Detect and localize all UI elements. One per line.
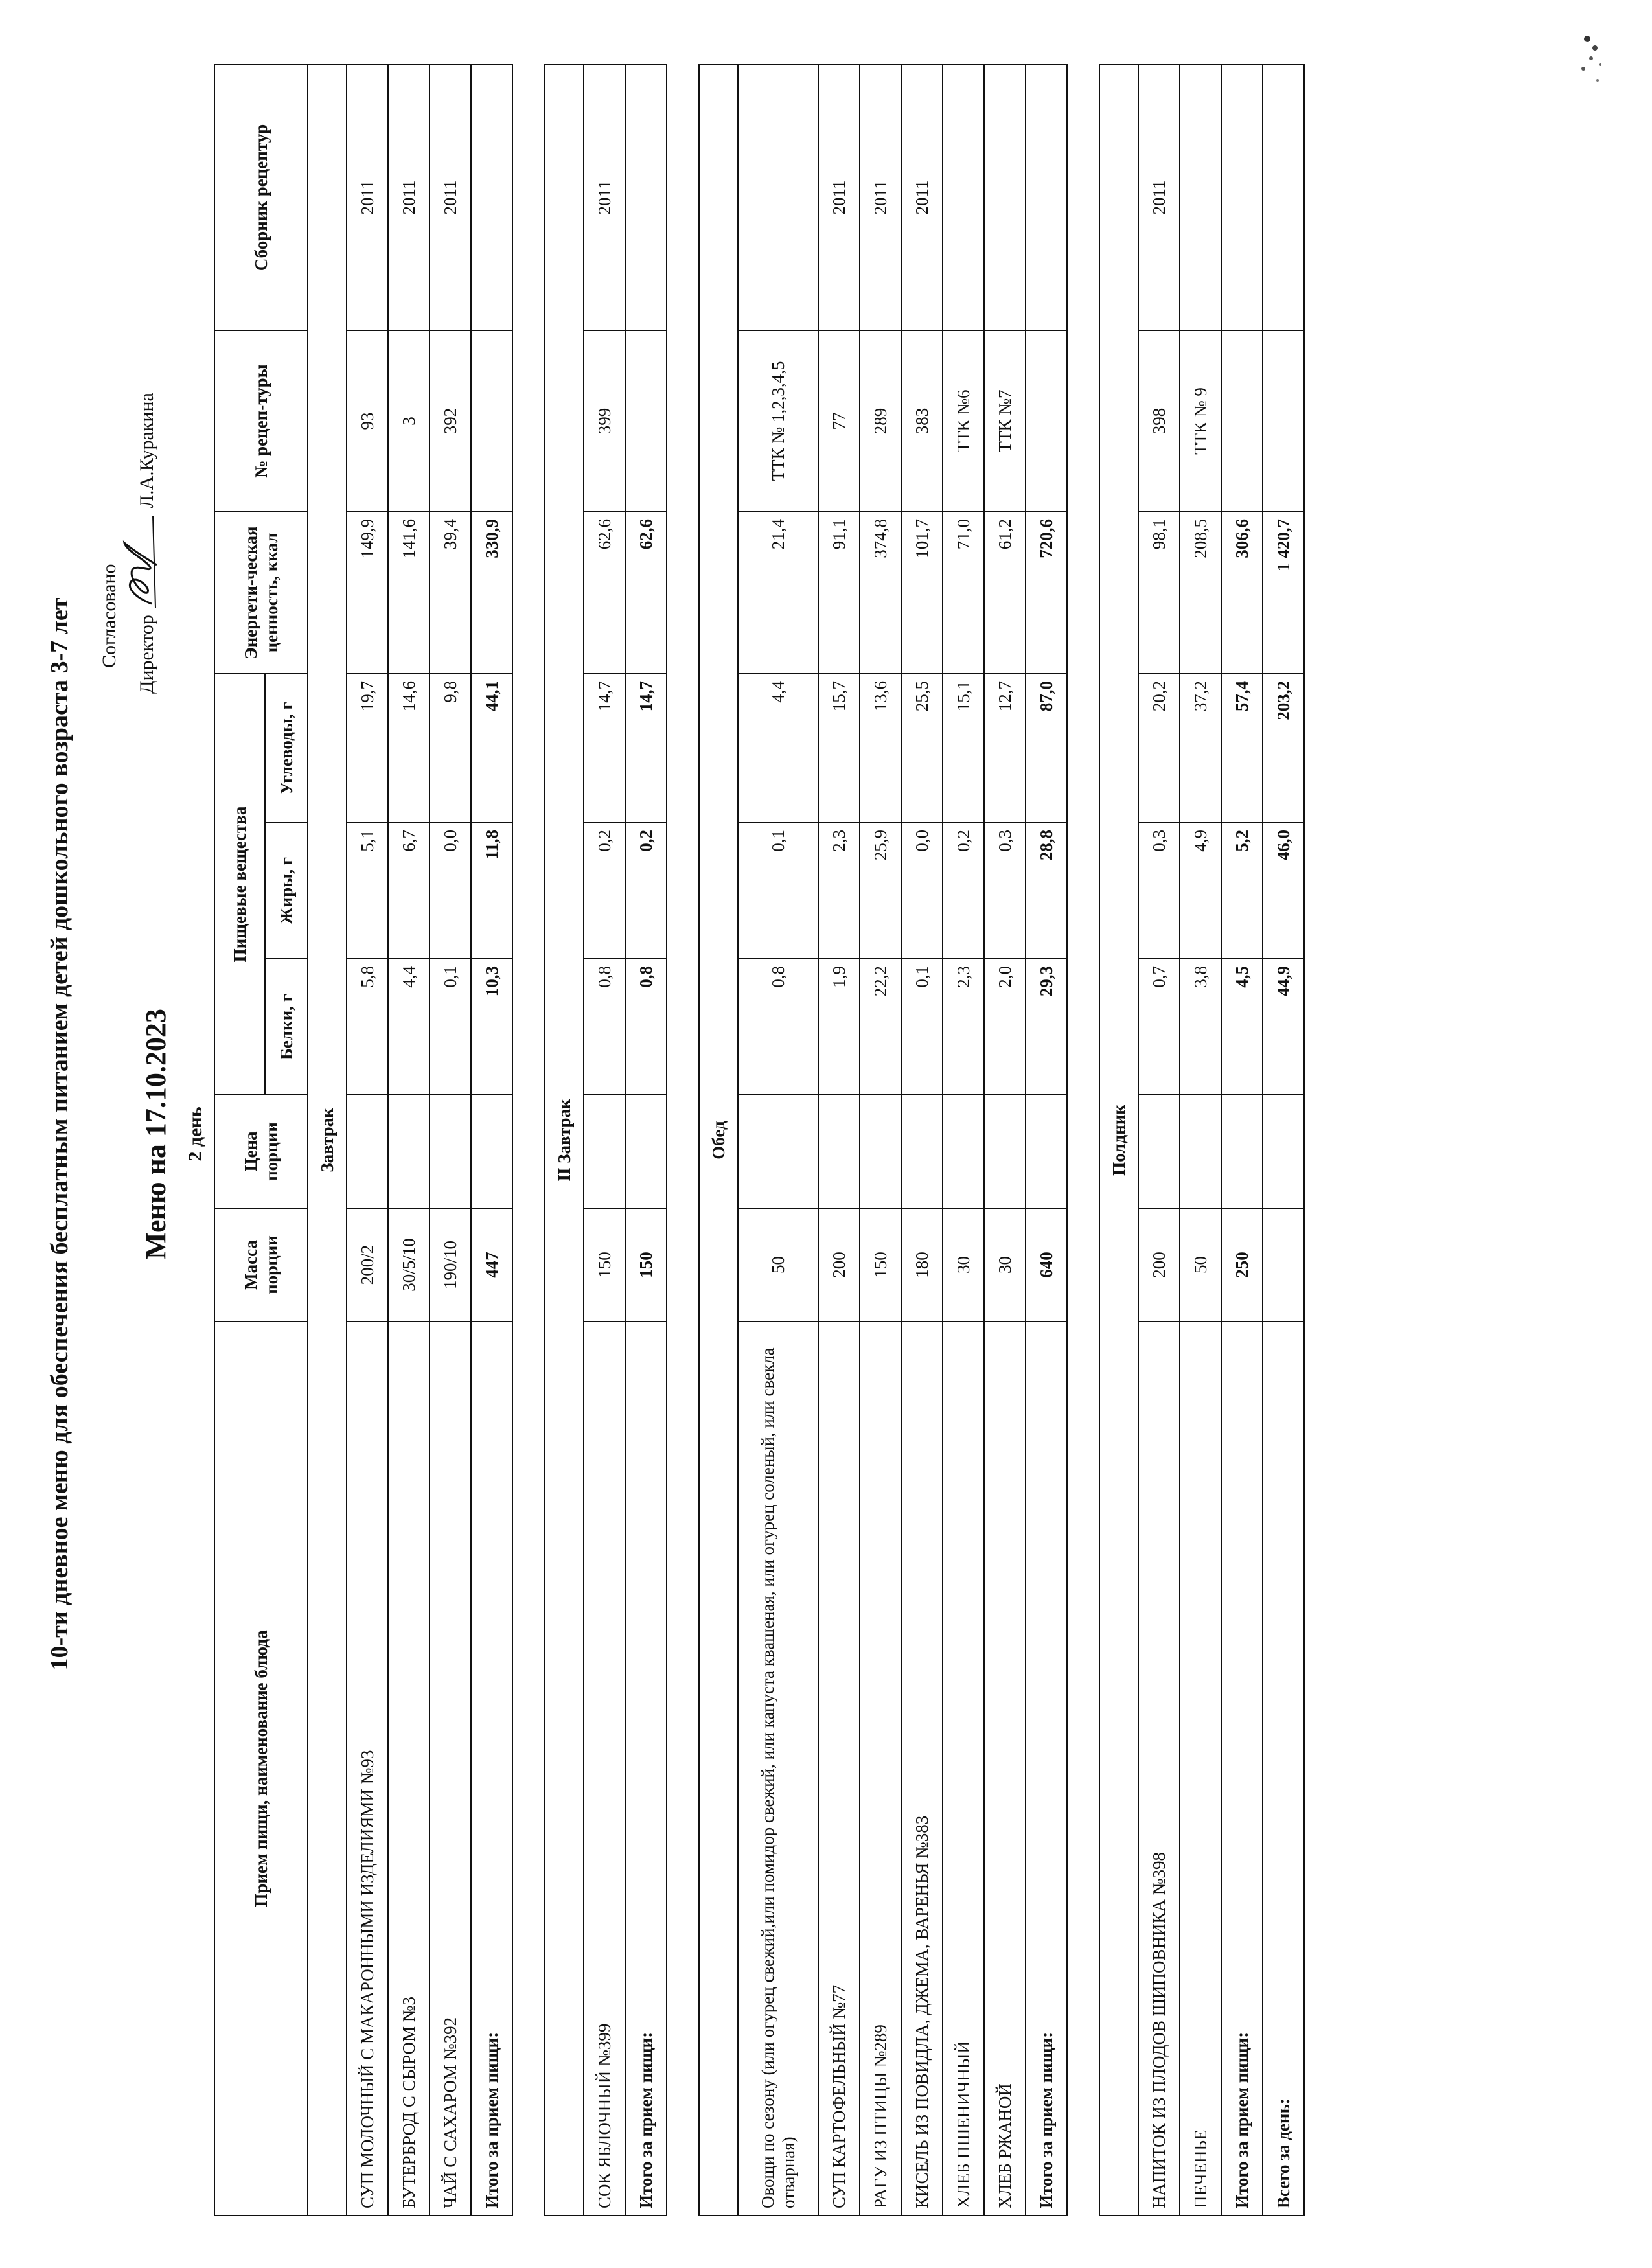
header-recipe-no: № рецеп-туры — [214, 330, 308, 512]
dish-name: СУП МОЛОЧНЫЙ С МАКАРОННЫМИ ИЗДЕЛИЯМИ №93 — [347, 1322, 388, 2216]
total-mass: 150 — [625, 1208, 667, 1322]
energy-value: 21,4 — [738, 512, 818, 674]
header-nutrients: Пищевые вещества — [214, 674, 265, 1095]
recipe-collection: 2011 — [430, 65, 471, 330]
total-carbs: 87,0 — [1026, 674, 1067, 823]
fats-value: 2,3 — [818, 823, 860, 959]
total-proteins: 29,3 — [1026, 959, 1067, 1095]
header-energy: Энергети-ческая ценность, ккал — [214, 512, 308, 674]
recipe-collection: 2011 — [388, 65, 430, 330]
menu-table — [214, 64, 1305, 2216]
table-row — [1138, 65, 1180, 2216]
carbs-value: 19,7 — [347, 674, 388, 823]
header-portion-mass: Масса порции — [214, 1208, 308, 1322]
fats-value: 0,0 — [901, 823, 943, 959]
portion-mass: 180 — [901, 1208, 943, 1322]
table-row — [943, 65, 984, 2216]
document-title: 10-ти дневное меню для обеспечения бесплатным питанием детей дошкольного возраста 3-7 лет — [46, 597, 73, 1671]
recipe-number: 399 — [584, 330, 625, 512]
header-portion-price: Цена порции — [214, 1095, 308, 1208]
fats-value: 0,1 — [738, 823, 818, 959]
dish-name: НАПИТОК ИЗ ПЛОДОВ ШИПОВНИКА №398 — [1138, 1322, 1180, 2216]
table-row — [818, 65, 860, 2216]
recipe-collection: 2011 — [1138, 65, 1180, 330]
energy-value: 141,6 — [388, 512, 430, 674]
header-proteins: Белки, г — [265, 959, 308, 1095]
carbs-value: 15,1 — [943, 674, 984, 823]
portion-price — [584, 1095, 625, 1208]
total-carbs: 57,4 — [1221, 674, 1263, 823]
day-total-fats: 46,0 — [1263, 823, 1304, 959]
dish-name: РАГУ ИЗ ПТИЦЫ №289 — [860, 1322, 901, 2216]
fats-value: 0,0 — [430, 823, 471, 959]
dish-name: СУП КАРТОФЕЛЬНЫЙ №77 — [818, 1322, 860, 2216]
total-mass: 640 — [1026, 1208, 1067, 1322]
recipe-collection: 2011 — [860, 65, 901, 330]
recipe-collection — [943, 65, 984, 330]
total-energy: 330,9 — [471, 512, 512, 674]
recipe-collection — [984, 65, 1026, 330]
portion-mass: 200 — [1138, 1208, 1180, 1322]
section-second-breakfast: II Завтрак — [545, 65, 584, 2216]
total-carbs: 44,1 — [471, 674, 512, 823]
portion-price — [1180, 1095, 1221, 1208]
total-fats: 5,2 — [1221, 823, 1263, 959]
proteins-value: 0,7 — [1138, 959, 1180, 1095]
section-lunch: Обед — [699, 65, 738, 2216]
recipe-number: 398 — [1138, 330, 1180, 512]
table-row — [584, 65, 625, 2216]
recipe-number: 289 — [860, 330, 901, 512]
portion-price — [901, 1095, 943, 1208]
dish-name: ПЕЧЕНЬЕ — [1180, 1322, 1221, 2216]
recipe-number: 77 — [818, 330, 860, 512]
dish-name: КИСЕЛЬ ИЗ ПОВИДЛА, ДЖЕМА, ВАРЕНЬЯ №383 — [901, 1322, 943, 2216]
total-energy: 62,6 — [625, 512, 667, 674]
dish-name: ХЛЕБ РЖАНОЙ — [984, 1322, 1026, 2216]
fats-value: 0,3 — [1138, 823, 1180, 959]
portion-mass: 150 — [584, 1208, 625, 1322]
total-label: Итого за прием пищи: — [625, 1322, 667, 2216]
portion-price — [943, 1095, 984, 1208]
day-total-carbs: 203,2 — [1263, 674, 1304, 823]
portion-price — [1138, 1095, 1180, 1208]
scan-specks-icon — [1568, 26, 1620, 104]
portion-price — [388, 1095, 430, 1208]
dish-name: СОК ЯБЛОЧНЫЙ №399 — [584, 1322, 625, 2216]
table-row — [347, 65, 388, 2216]
total-proteins: 10,3 — [471, 959, 512, 1095]
proteins-value: 2,0 — [984, 959, 1026, 1095]
table-row — [430, 65, 471, 2216]
dish-name: Овощи по сезону (или огурец свежий,или помидор свежий, или капуста квашеная, или огурец соленый, или свекла отварная) — [738, 1322, 818, 2216]
proteins-value: 0,1 — [430, 959, 471, 1095]
recipe-number: ТТК №6 — [943, 330, 984, 512]
total-row — [1026, 65, 1067, 2216]
header-fats: Жиры, г — [265, 823, 308, 959]
recipe-collection: 2011 — [818, 65, 860, 330]
proteins-value: 5,8 — [347, 959, 388, 1095]
recipe-collection — [1180, 65, 1221, 330]
proteins-value: 0,8 — [738, 959, 818, 1095]
energy-value: 71,0 — [943, 512, 984, 674]
recipe-collection: 2011 — [901, 65, 943, 330]
portion-mass: 30/5/10 — [388, 1208, 430, 1322]
director-name: Л.А.Куракина — [136, 393, 157, 509]
carbs-value: 20,2 — [1138, 674, 1180, 823]
total-row — [625, 65, 667, 2216]
section-breakfast: Завтрак — [308, 65, 347, 2216]
total-mass: 250 — [1221, 1208, 1263, 1322]
proteins-value: 4,4 — [388, 959, 430, 1095]
carbs-value: 14,6 — [388, 674, 430, 823]
carbs-value: 9,8 — [430, 674, 471, 823]
table-row — [984, 65, 1026, 2216]
total-proteins: 4,5 — [1221, 959, 1263, 1095]
portion-price — [984, 1095, 1026, 1208]
portion-mass: 50 — [738, 1208, 818, 1322]
recipe-number: ТТК №7 — [984, 330, 1026, 512]
day-total-proteins: 44,9 — [1263, 959, 1304, 1095]
total-energy: 720,6 — [1026, 512, 1067, 674]
recipe-collection: 2011 — [347, 65, 388, 330]
energy-value: 62,6 — [584, 512, 625, 674]
header-carbs: Углеводы, г — [265, 674, 308, 823]
portion-price — [430, 1095, 471, 1208]
recipe-collection: 2011 — [584, 65, 625, 330]
table-row — [388, 65, 430, 2216]
portion-mass: 150 — [860, 1208, 901, 1322]
total-label: Итого за прием пищи: — [1221, 1322, 1263, 2216]
carbs-value: 15,7 — [818, 674, 860, 823]
table-row — [860, 65, 901, 2216]
carbs-value: 14,7 — [584, 674, 625, 823]
menu-date: Меню на 17.10.2023 — [140, 1009, 172, 1259]
proteins-value: 1,9 — [818, 959, 860, 1095]
section-afternoon-snack: Полдник — [1099, 65, 1138, 2216]
table-row — [1180, 65, 1221, 2216]
carbs-value: 12,7 — [984, 674, 1026, 823]
energy-value: 39,4 — [430, 512, 471, 674]
fats-value: 25,9 — [860, 823, 901, 959]
total-fats: 28,8 — [1026, 823, 1067, 959]
fats-value: 0,3 — [984, 823, 1026, 959]
day-total-energy: 1 420,7 — [1263, 512, 1304, 674]
energy-value: 98,1 — [1138, 512, 1180, 674]
fats-value: 0,2 — [943, 823, 984, 959]
dish-name: ЧАЙ С САХАРОМ №392 — [430, 1322, 471, 2216]
energy-value: 149,9 — [347, 512, 388, 674]
portion-mass: 200/2 — [347, 1208, 388, 1322]
fats-value: 5,1 — [347, 823, 388, 959]
portion-price — [738, 1095, 818, 1208]
day-label: 2 день — [185, 1106, 206, 1162]
carbs-value: 4,4 — [738, 674, 818, 823]
total-carbs: 14,7 — [625, 674, 667, 823]
total-row — [1221, 65, 1263, 2216]
table-row — [901, 65, 943, 2216]
portion-price — [347, 1095, 388, 1208]
total-row — [471, 65, 512, 2216]
day-total-row — [1263, 65, 1304, 2216]
carbs-value: 13,6 — [860, 674, 901, 823]
recipe-collection — [738, 65, 818, 330]
total-fats: 0,2 — [625, 823, 667, 959]
total-fats: 11,8 — [471, 823, 512, 959]
portion-mass: 200 — [818, 1208, 860, 1322]
proteins-value: 0,8 — [584, 959, 625, 1095]
proteins-value: 2,3 — [943, 959, 984, 1095]
recipe-number: 383 — [901, 330, 943, 512]
recipe-number: 93 — [347, 330, 388, 512]
total-proteins: 0,8 — [625, 959, 667, 1095]
fats-value: 0,2 — [584, 823, 625, 959]
carbs-value: 25,5 — [901, 674, 943, 823]
portion-price — [860, 1095, 901, 1208]
approval-label: Согласовано — [98, 564, 120, 668]
energy-value: 101,7 — [901, 512, 943, 674]
energy-value: 91,1 — [818, 512, 860, 674]
energy-value: 208,5 — [1180, 512, 1221, 674]
proteins-value: 0,1 — [901, 959, 943, 1095]
total-label: Итого за прием пищи: — [471, 1322, 512, 2216]
fats-value: 4,9 — [1180, 823, 1221, 959]
recipe-number: ТТК № 1,2,3,4,5 — [738, 330, 818, 512]
recipe-number: 3 — [388, 330, 430, 512]
proteins-value: 22,2 — [860, 959, 901, 1095]
day-total-label: Всего за день: — [1263, 1322, 1304, 2216]
total-label: Итого за прием пищи: — [1026, 1322, 1067, 2216]
carbs-value: 37,2 — [1180, 674, 1221, 823]
header-meal-name: Прием пищи, наименование блюда — [214, 1322, 308, 2216]
recipe-number: ТТК № 9 — [1180, 330, 1221, 512]
total-mass: 447 — [471, 1208, 512, 1322]
portion-mass: 30 — [943, 1208, 984, 1322]
portion-mass: 50 — [1180, 1208, 1221, 1322]
total-energy: 306,6 — [1221, 512, 1263, 674]
dish-name: БУТЕРБРОД С СЫРОМ №3 — [388, 1322, 430, 2216]
dish-name: ХЛЕБ ПШЕНИЧНЫЙ — [943, 1322, 984, 2216]
director-title: Директор — [136, 615, 157, 694]
table-row — [738, 65, 818, 2216]
energy-value: 374,8 — [860, 512, 901, 674]
energy-value: 61,2 — [984, 512, 1026, 674]
portion-mass: 190/10 — [430, 1208, 471, 1322]
portion-price — [818, 1095, 860, 1208]
proteins-value: 3,8 — [1180, 959, 1221, 1095]
portion-mass: 30 — [984, 1208, 1026, 1322]
header-collection: Сборник рецептур — [214, 65, 308, 330]
fats-value: 6,7 — [388, 823, 430, 959]
recipe-number: 392 — [430, 330, 471, 512]
